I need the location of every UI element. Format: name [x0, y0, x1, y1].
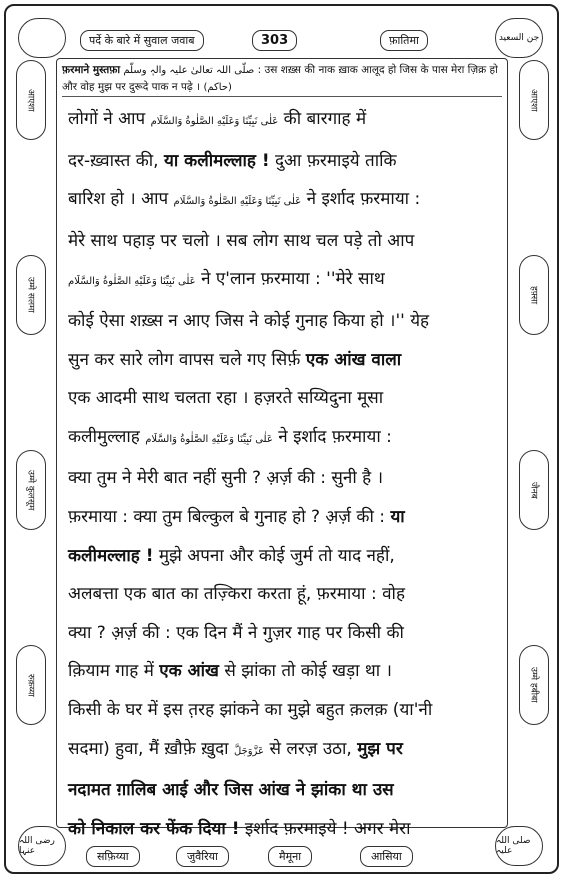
side-medallion-right-2: हफ़्सा — [519, 255, 549, 335]
farman-label: फ़रमाने मुस्तफ़ा — [62, 64, 121, 76]
side-medallion-right-3: जैनब — [519, 450, 549, 530]
main-text — [68, 100, 500, 848]
footer-tab-2: जुवैरिया — [176, 846, 229, 867]
side-medallion-right-1: आएशा — [519, 60, 549, 140]
text-line: बारिश हो । आप عَلٰی نَبِیِّنَا وَعَلَیْهِ الصَّلٰوةُ وَالسَّلَام ने इर्शाद फ़रमाया : — [68, 189, 421, 210]
text-line: क्या तुम ने मेरी बात नहीं सुनी ? अ़र्ज़ की : सुनी है । — [68, 468, 384, 489]
text-line: मेरे साथ पहाड़ पर चलो । सब लोग साथ चल पड़े तो आप — [68, 230, 415, 251]
top-left-corner-ornament — [18, 18, 66, 58]
side-medallion-left-1: आएशा — [16, 60, 46, 140]
text-line: सदमा) हुवा, मैं ख़ौफ़े ख़ुदा عَزَّوَجَلَّ से लरज़ उठा, मुझ पर — [68, 738, 403, 759]
header-left-title: पर्दे के बारे में सुवाल जवाब — [80, 30, 204, 51]
text-line: عَلٰی نَبِیِّنَا وَعَلَیْهِ الصَّلٰوةُ وَالسَّلَام ने ए'लान फ़रमाया : ''मेरे साथ — [68, 269, 385, 290]
text-line: क्या ? अ़र्ज़ की : एक दिन मैं ने गुज़र गाह पर किसी की — [68, 622, 404, 643]
text-line: अलबत्ता एक बात का तज़्किरा करता हूं, फ़रमाया : वोह — [68, 584, 405, 605]
text-line: नदामत ग़ालिब आई और जिस आंख ने झांका था उस — [68, 780, 394, 801]
top-right-corner-text: جن السعید — [498, 33, 540, 43]
text-line: कोई ऐसा शख़्स न आए जिस ने कोई गुनाह किया हो ।'' येह — [68, 310, 430, 331]
text-line: सुन कर सारे लोग वापस चले गए सिर्फ़ एक आंख वाला — [68, 349, 402, 370]
farman-mustafa — [62, 62, 502, 97]
footer-tab-4: आसिया — [360, 846, 413, 867]
side-medallion-left-2: उम्मे सलमा — [16, 255, 46, 335]
text-line: कलीमुल्लाह عَلٰی نَبِیِّنَا وَعَلَیْهِ الصَّلٰوةُ وَالسَّلَام ने इर्शाद फ़रमाया : — [68, 426, 392, 447]
text-line: लोगों ने आप عَلٰی نَبِیِّنَا وَعَلَیْهِ الصَّلٰوةُ وَالسَّلَام की बारगाह में — [68, 109, 367, 129]
text-line: फ़रमाया : क्या तुम बिल्कुल बे गुनाह हो ? अ़र्ज़ की : या — [68, 506, 405, 527]
text-line: किसी के घर में इस त़रह झांकने का मुझे बहुत क़लक़ (या'नी — [68, 699, 433, 720]
side-medallion-left-4: रुक़य्या — [16, 645, 46, 725]
side-medallion-right-4: उम्मे हबीबा — [519, 645, 549, 725]
top-right-corner-ornament — [495, 18, 543, 58]
text-line: क़ियाम गाह में एक आंख से झांका तो कोई खड़ा था । — [68, 661, 392, 682]
footer-tab-1: सफ़िय्या — [86, 846, 140, 867]
side-medallion-left-3: उम्मे कुलसूम — [16, 450, 46, 530]
bottom-left-corner-ornament: رضی اللہ عنہا — [18, 826, 66, 866]
text-line: को निकाल कर फेंक दिया ! इर्शाद फ़रमाइये ! अगर मेरा — [68, 818, 411, 839]
farman-salutation: صلّی اللہ تعالیٰ علیہ والہٖ وسلّم — [123, 65, 255, 76]
bottom-right-corner-ornament: صلی اللہ علیہ — [495, 826, 543, 866]
text-line: एक आदमी साथ चलता रहा । हज़रते सय्यिदुना मूसा — [68, 388, 384, 409]
page-number: 303 — [252, 30, 297, 51]
text-line: दर-ख़्वास्त की, या कलीमल्लाह ! दुआ फ़रमाइये ताकि — [68, 150, 397, 171]
farman-ref: (حاکم) — [203, 82, 232, 93]
farman-text: : उस शख़्स की नाक ख़ाक आलूद हो जिस के पास मेरा ज़िक्र हो और वोह मुझ पर दुरूदे पाक न पढ़े । — [62, 64, 498, 93]
text-line: कलीमल्लाह ! मुझे अपना और कोई जुर्म तो याद नहीं, — [68, 545, 395, 566]
header-right-name: फ़ातिमा — [380, 30, 428, 51]
footer-tab-3: मैमूना — [268, 846, 312, 867]
